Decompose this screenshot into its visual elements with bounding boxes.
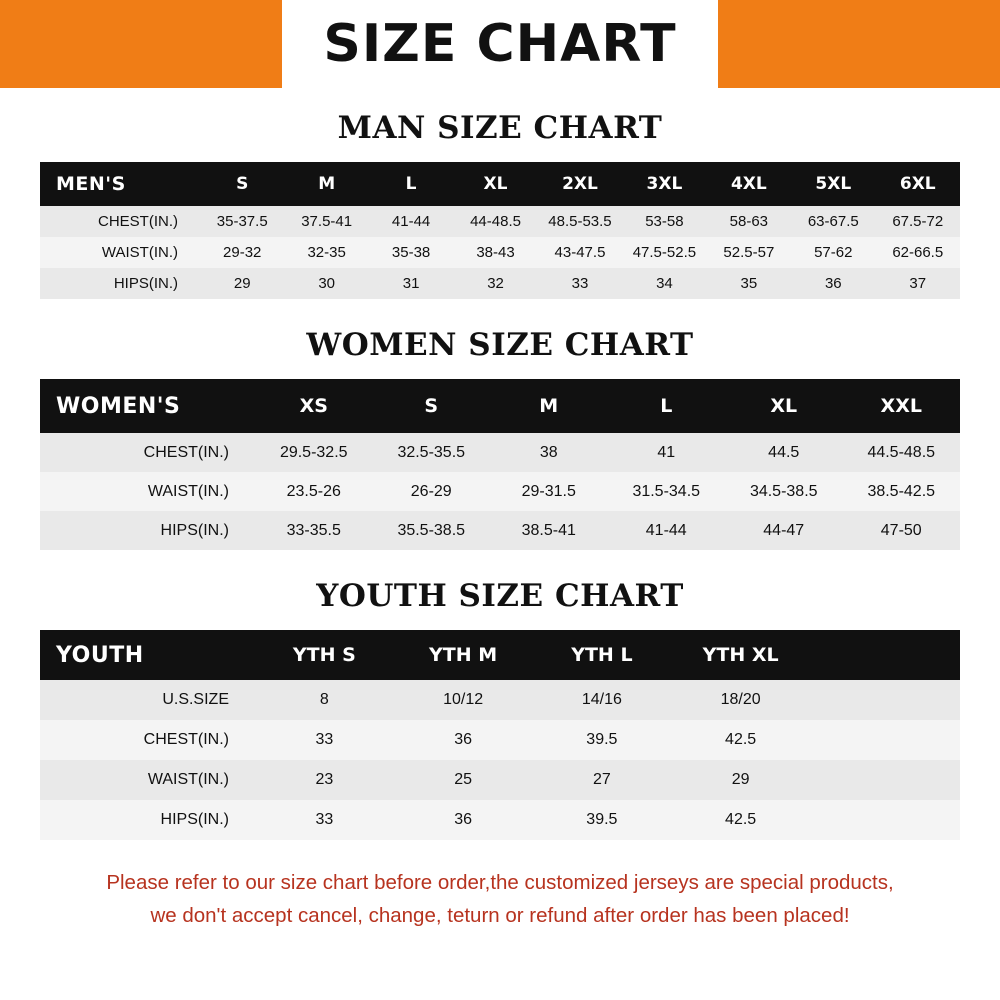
man-col-2: L <box>405 174 417 194</box>
man-col-4: 2XL <box>562 174 598 194</box>
youth-row-3-spacer <box>810 800 960 840</box>
man-col-6: 4XL <box>730 174 767 194</box>
man-row-1-cell-8: 62-66.5 <box>892 244 944 261</box>
women-row-1-cell-2: 29-31.5 <box>521 482 576 500</box>
man-row-2-cell-2: 31 <box>402 275 420 292</box>
man-row-2-cell-4: 33 <box>571 275 589 292</box>
women-col-0: XS <box>299 395 328 417</box>
youth-row-2-cell-2: 27 <box>592 771 611 788</box>
man-row-1-cell-3: 38-43 <box>476 244 515 261</box>
youth-row-0-spacer <box>810 680 960 720</box>
man-col-0: S <box>236 174 249 194</box>
man-row-1-cell-7: 57-62 <box>814 244 853 261</box>
women-table-wrap <box>40 379 960 550</box>
table-header-row <box>40 379 960 433</box>
man-table-wrap <box>40 162 960 299</box>
youth-row-0-cell-1: 10/12 <box>443 691 484 708</box>
table-header-row <box>40 630 960 680</box>
youth-row-0-cell-2: 14/16 <box>581 691 622 708</box>
man-row-2-cell-5: 34 <box>656 275 673 292</box>
man-section-title: MAN SIZE CHART <box>337 110 663 146</box>
man-row-2-cell-7: 36 <box>824 275 842 292</box>
youth-col-3: YTH XL <box>702 644 779 666</box>
women-col-5: XXL <box>880 395 922 417</box>
man-row-0-cell-6: 58-63 <box>729 213 769 230</box>
man-row-0-label: CHEST(IN.) <box>98 213 178 230</box>
youth-row-2-label: WAIST(IN.) <box>147 771 229 788</box>
women-row-2-cell-3: 41-44 <box>645 521 687 539</box>
women-row-1-cell-5: 38.5-42.5 <box>867 482 936 500</box>
man-table-header <box>40 162 960 206</box>
page-title: SIZE CHART <box>323 14 677 74</box>
man-row-1-cell-2: 35-38 <box>391 244 431 261</box>
women-col-4: XL <box>770 395 798 417</box>
women-row-1-label: WAIST(IN.) <box>147 482 229 500</box>
table-row <box>40 760 960 800</box>
youth-row-1-cell-2: 39.5 <box>586 731 618 748</box>
women-row-1-cell-1: 26-29 <box>410 482 452 500</box>
youth-row-2-cell-3: 29 <box>731 771 750 788</box>
women-section-title: WOMEN SIZE CHART <box>306 327 694 363</box>
youth-col-0: YTH S <box>292 644 356 666</box>
man-row-0-cell-0: 35-37.5 <box>216 213 268 230</box>
man-row-2-cell-6: 35 <box>740 275 758 292</box>
man-header-label: MEN'S <box>56 173 126 195</box>
header-banner <box>0 0 1000 88</box>
youth-row-0-cell-0: 8 <box>319 691 329 708</box>
man-col-7: 5XL <box>815 174 852 194</box>
table-row <box>40 720 960 760</box>
footer-note-line-2: we don't accept cancel, change, teturn or refund after order has been placed! <box>150 904 850 927</box>
man-row-2-label: HIPS(IN.) <box>113 275 178 292</box>
man-row-0-cell-8: 67.5-72 <box>892 213 944 230</box>
table-row <box>40 433 960 472</box>
youth-table-wrap <box>40 630 960 840</box>
youth-row-3-cell-3: 42.5 <box>725 811 757 828</box>
youth-section-title: YOUTH SIZE CHART <box>316 578 684 614</box>
women-row-0-cell-2: 38 <box>539 443 558 461</box>
man-row-0-cell-5: 53-58 <box>645 213 684 230</box>
footer-note-line-1: Please refer to our size chart before order,the customized jerseys are special products, <box>106 871 894 894</box>
table-row <box>40 268 960 299</box>
youth-row-1-spacer <box>810 720 960 760</box>
women-row-0-cell-4: 44.5 <box>768 443 800 461</box>
table-row <box>40 680 960 720</box>
youth-row-1-cell-1: 36 <box>454 731 473 748</box>
man-row-2-cell-1: 30 <box>318 275 335 292</box>
women-table-header <box>40 379 960 433</box>
youth-size-table <box>40 630 960 840</box>
youth-row-1-cell-0: 33 <box>315 731 334 748</box>
women-row-2-cell-0: 33-35.5 <box>286 521 341 539</box>
man-row-1-label: WAIST(IN.) <box>101 244 178 261</box>
youth-row-1-cell-3: 42.5 <box>725 731 757 748</box>
youth-row-3-cell-0: 33 <box>315 811 334 828</box>
table-row <box>40 800 960 840</box>
man-row-0-cell-4: 48.5-53.5 <box>548 213 612 230</box>
women-row-2-cell-1: 35.5-38.5 <box>397 521 466 539</box>
table-row <box>40 511 960 550</box>
man-row-1-cell-5: 47.5-52.5 <box>632 244 697 261</box>
man-row-1-cell-4: 43-47.5 <box>554 244 606 261</box>
youth-table-body <box>40 680 960 840</box>
youth-row-3-cell-1: 36 <box>454 811 473 828</box>
table-row <box>40 206 960 237</box>
youth-table-header <box>40 630 960 680</box>
women-col-2: M <box>539 395 559 417</box>
youth-row-2-spacer <box>810 760 960 800</box>
man-col-1: M <box>318 174 336 194</box>
youth-row-2-cell-0: 23 <box>315 771 334 788</box>
youth-col-1: YTH M <box>429 644 498 666</box>
women-col-1: S <box>424 395 439 417</box>
women-row-0-cell-0: 29.5-32.5 <box>279 443 348 461</box>
footer-note <box>25 866 975 932</box>
women-row-0-cell-5: 44.5-48.5 <box>867 443 936 461</box>
man-row-2-cell-0: 29 <box>233 275 251 292</box>
man-row-0-cell-1: 37.5-41 <box>301 213 353 230</box>
youth-col-2: YTH L <box>571 644 633 666</box>
man-size-table <box>40 162 960 299</box>
women-row-0-label: CHEST(IN.) <box>143 443 229 461</box>
man-col-5: 3XL <box>646 174 683 194</box>
youth-row-3-cell-2: 39.5 <box>586 811 618 828</box>
women-size-table <box>40 379 960 550</box>
women-table-body <box>40 433 960 550</box>
man-row-0-cell-3: 44-48.5 <box>470 213 521 230</box>
youth-row-3-label: HIPS(IN.) <box>160 811 229 828</box>
youth-row-2-cell-1: 25 <box>454 771 473 788</box>
man-row-1-cell-0: 29-32 <box>223 244 262 261</box>
women-row-0-cell-3: 41 <box>657 443 676 461</box>
youth-row-0-cell-3: 18/20 <box>720 691 761 708</box>
youth-header-label: YOUTH <box>56 642 144 668</box>
man-row-1-cell-6: 52.5-57 <box>723 244 775 261</box>
man-row-2-cell-8: 37 <box>909 275 927 292</box>
women-col-3: L <box>660 395 673 417</box>
women-row-1-cell-0: 23.5-26 <box>286 482 341 500</box>
women-row-1-cell-3: 31.5-34.5 <box>632 482 701 500</box>
man-col-8: 6XL <box>899 174 936 194</box>
man-col-3: XL <box>483 174 508 194</box>
table-row <box>40 472 960 511</box>
man-row-1-cell-1: 32-35 <box>307 244 346 261</box>
man-row-2-cell-3: 32 <box>487 275 504 292</box>
man-table-body <box>40 206 960 299</box>
women-row-2-label: HIPS(IN.) <box>160 521 229 539</box>
women-row-2-cell-5: 47-50 <box>880 521 922 539</box>
table-row <box>40 237 960 268</box>
women-row-0-cell-1: 32.5-35.5 <box>397 443 466 461</box>
youth-col-spacer <box>810 630 960 680</box>
table-header-row <box>40 162 960 206</box>
women-row-2-cell-4: 44-47 <box>763 521 805 539</box>
women-row-1-cell-4: 34.5-38.5 <box>749 482 818 500</box>
youth-row-0-label: U.S.SIZE <box>162 691 229 708</box>
women-header-label: WOMEN'S <box>56 393 181 419</box>
youth-row-1-label: CHEST(IN.) <box>143 731 229 748</box>
man-row-0-cell-2: 41-44 <box>391 213 431 230</box>
man-row-0-cell-7: 63-67.5 <box>807 213 859 230</box>
women-row-2-cell-2: 38.5-41 <box>521 521 576 539</box>
